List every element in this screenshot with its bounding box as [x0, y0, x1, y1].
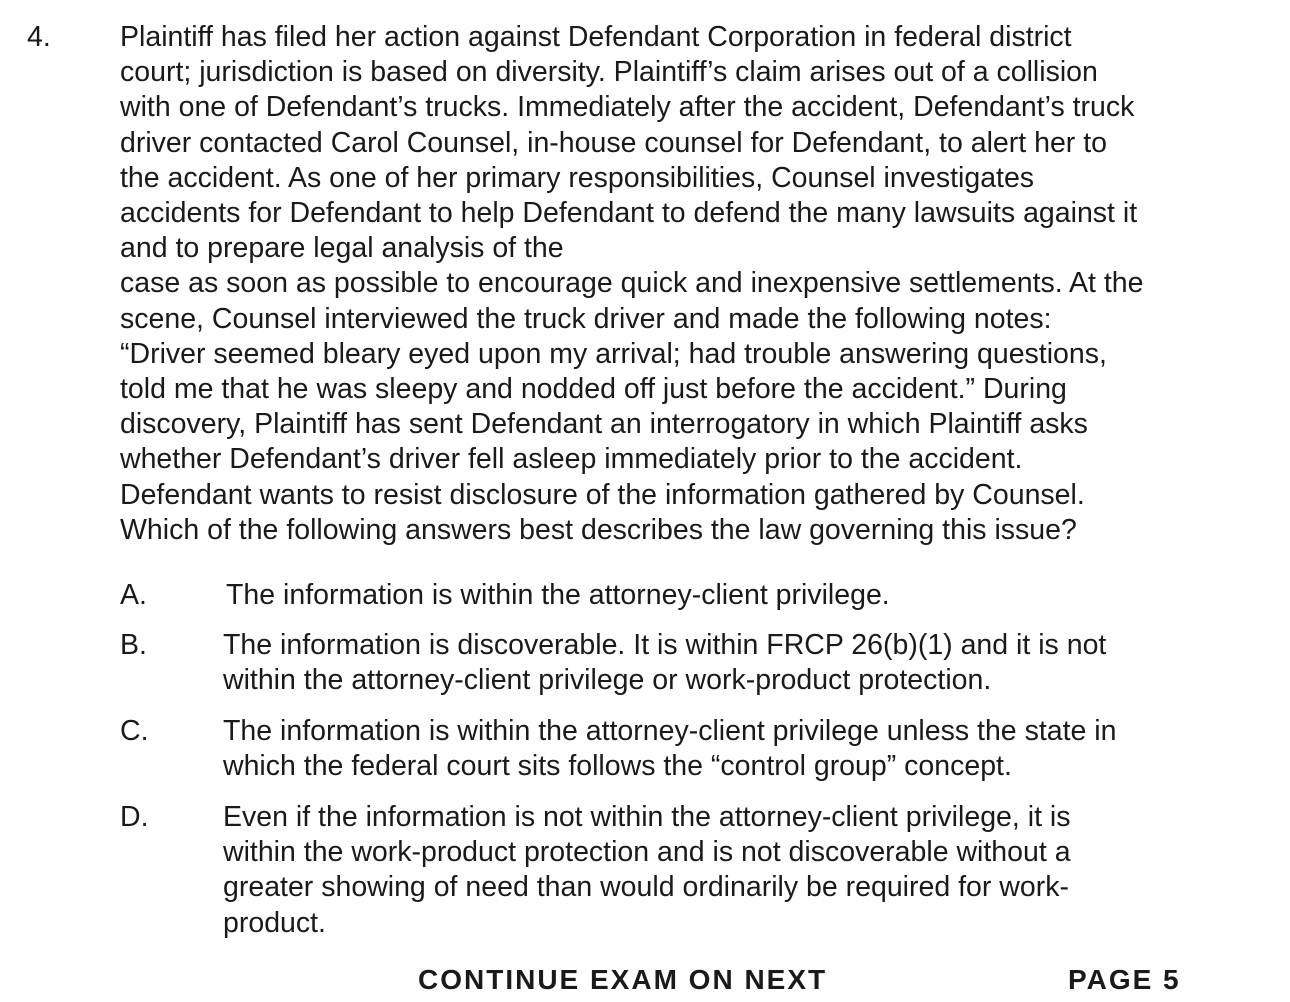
option-letter: C.: [120, 715, 149, 747]
option-line: greater showing of need than would ordinarily be required for work-: [223, 871, 1069, 904]
option-text: [223, 714, 1243, 784]
stem-line: case as soon as possible to encourage quick and inexpensive settlements. At the: [120, 267, 1144, 300]
option-text: [223, 800, 1243, 941]
option-line: product.: [223, 906, 326, 939]
page-number: PAGE 5: [1068, 964, 1181, 995]
stem-line: Defendant wants to resist disclosure of the information gathered by Counsel.: [120, 478, 1085, 511]
stem-line: told me that he was sleepy and nodded off just before the accident.” During: [120, 373, 1067, 406]
stem-line: the accident. As one of her primary responsibilities, Counsel investigates: [120, 161, 1035, 194]
stem-line: with one of Defendant’s trucks. Immediately after the accident, Defendant’s truck: [120, 91, 1135, 124]
stem-line: court; jurisdiction is based on diversity. Plaintiff’s claim arises out of a collision: [120, 56, 1098, 89]
option-line: The information is within the attorney-client privilege.: [226, 579, 890, 611]
option-line: within the work-product protection and is not discoverable without a: [223, 836, 1071, 869]
option-line: The information is discoverable. It is within FRCP 26(b)(1) and it is not: [223, 629, 1107, 661]
option-line: within the attorney-client privilege or work-product protection.: [223, 664, 992, 697]
option-line: which the federal court sits follows the “control group” concept.: [223, 750, 1012, 783]
option-letter: B.: [120, 629, 147, 661]
option-line: Even if the information is not within the attorney-client privilege, it is: [223, 801, 1071, 833]
stem-line: Which of the following answers best describes the law governing this issue?: [120, 513, 1077, 546]
stem-line: discovery, Plaintiff has sent Defendant an interrogatory in which Plaintiff asks: [120, 408, 1088, 441]
option-letter: D.: [120, 801, 149, 833]
stem-line: scene, Counsel interviewed the truck driver and made the following notes:: [120, 302, 1052, 335]
stem-line: and to prepare legal analysis of the: [120, 232, 564, 265]
option-text: [223, 628, 1243, 698]
option-text: [226, 578, 1246, 613]
page-footer: [0, 962, 1290, 1002]
stem-line: driver contacted Carol Counsel, in-house counsel for Defendant, to alert her to: [120, 126, 1107, 159]
stem-line: “Driver seemed bleary eyed upon my arrival; had trouble answering questions,: [120, 337, 1107, 370]
option-letter: A.: [120, 579, 147, 611]
question-stem: [120, 20, 1240, 548]
stem-line: accidents for Defendant to help Defendant to defend the many lawsuits against it: [120, 197, 1138, 230]
continue-exam-text: CONTINUE EXAM ON NEXT: [418, 964, 828, 995]
question-number: 4.: [27, 21, 51, 53]
stem-line: Plaintiff has filed her action against Defendant Corporation in federal district: [120, 21, 1072, 53]
stem-line: whether Defendant’s driver fell asleep immediately prior to the accident.: [120, 443, 1023, 476]
option-line: The information is within the attorney-client privilege unless the state in: [223, 715, 1117, 747]
